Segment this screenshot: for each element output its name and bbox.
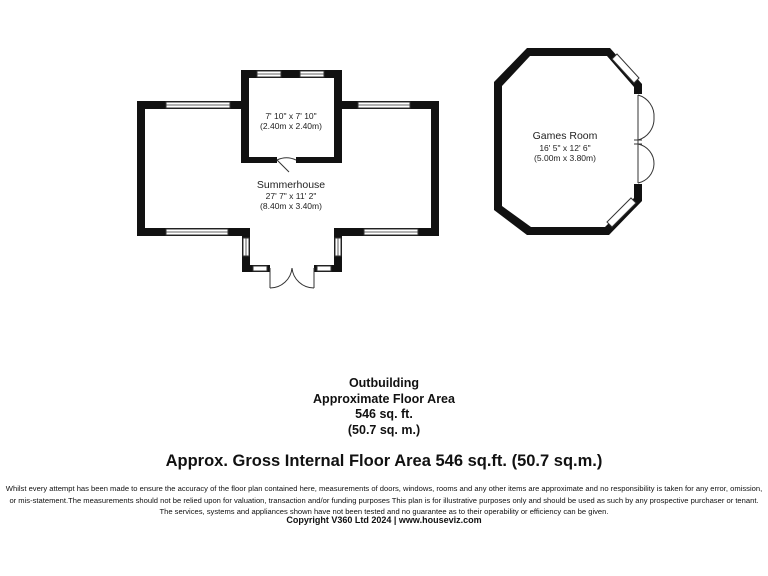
store-size-metric: (2.40m x 2.40m) xyxy=(260,121,322,131)
games-room-name: Games Room xyxy=(532,130,598,142)
games-room-doors xyxy=(634,95,654,183)
summerhouse-name: Summerhouse xyxy=(256,179,326,191)
window-bay-bottom-left xyxy=(253,266,267,271)
games-room-window-bottom xyxy=(607,198,636,227)
area-summary-sqm: (50.7 sq. m.) xyxy=(347,422,421,437)
area-summary-sqft: 546 sq. ft. xyxy=(355,407,413,421)
summerhouse-size-imperial: 27' 7" x 11' 2" xyxy=(265,191,317,201)
store-wall-right xyxy=(334,70,342,163)
store-wall-top xyxy=(241,70,342,78)
summerhouse-size-metric: (8.40m x 3.40m) xyxy=(260,201,322,211)
store-wall-left xyxy=(241,70,249,163)
gross-internal-area: Approx. Gross Internal Floor Area 546 sq.ft. (50.7 sq.m.) xyxy=(165,452,603,470)
summerhouse-french-doors xyxy=(270,268,314,288)
store-wall-bottom-left xyxy=(241,157,277,163)
summerhouse-wall-right xyxy=(431,101,439,236)
area-summary-subtitle: Approximate Floor Area xyxy=(313,391,455,406)
disclaimer-line-2: or mis-statement.The measurements should not be relied upon for valuation, transaction and/or funding purposes This plan is for illustrative purposes only and should be used as such by any prospective purchaser or tenant. xyxy=(9,495,759,505)
games-room-size-metric: (5.00m x 3.80m) xyxy=(534,153,596,163)
store-wall-bottom-right xyxy=(296,157,342,163)
area-summary-title: Outbuilding xyxy=(348,376,420,390)
games-room-window-top xyxy=(612,54,639,83)
summerhouse-wall-left xyxy=(137,101,145,236)
games-room-size-imperial: 16' 5" x 12' 6" xyxy=(539,143,591,153)
copyright-notice: Copyright V360 Ltd 2024 | www.houseviz.com xyxy=(286,515,482,525)
disclaimer-line-3: The services, systems and appliances shown have not been tested and no guarantee as to their operability or efficiency can be given. xyxy=(159,507,609,516)
area-summary xyxy=(0,376,768,438)
store-size-imperial: 7' 10" x 7' 10" xyxy=(265,111,317,121)
window-bay-bottom-right xyxy=(317,266,331,271)
disclaimer-line-1: Whilst every attempt has been made to ensure the accuracy of the floor plan contained here, measurements of doors, windows, rooms and any other items are approximate and no responsibility is taken for any error, omission, xyxy=(5,484,763,493)
disclaimer xyxy=(0,483,768,518)
store-door-swing xyxy=(277,158,296,172)
